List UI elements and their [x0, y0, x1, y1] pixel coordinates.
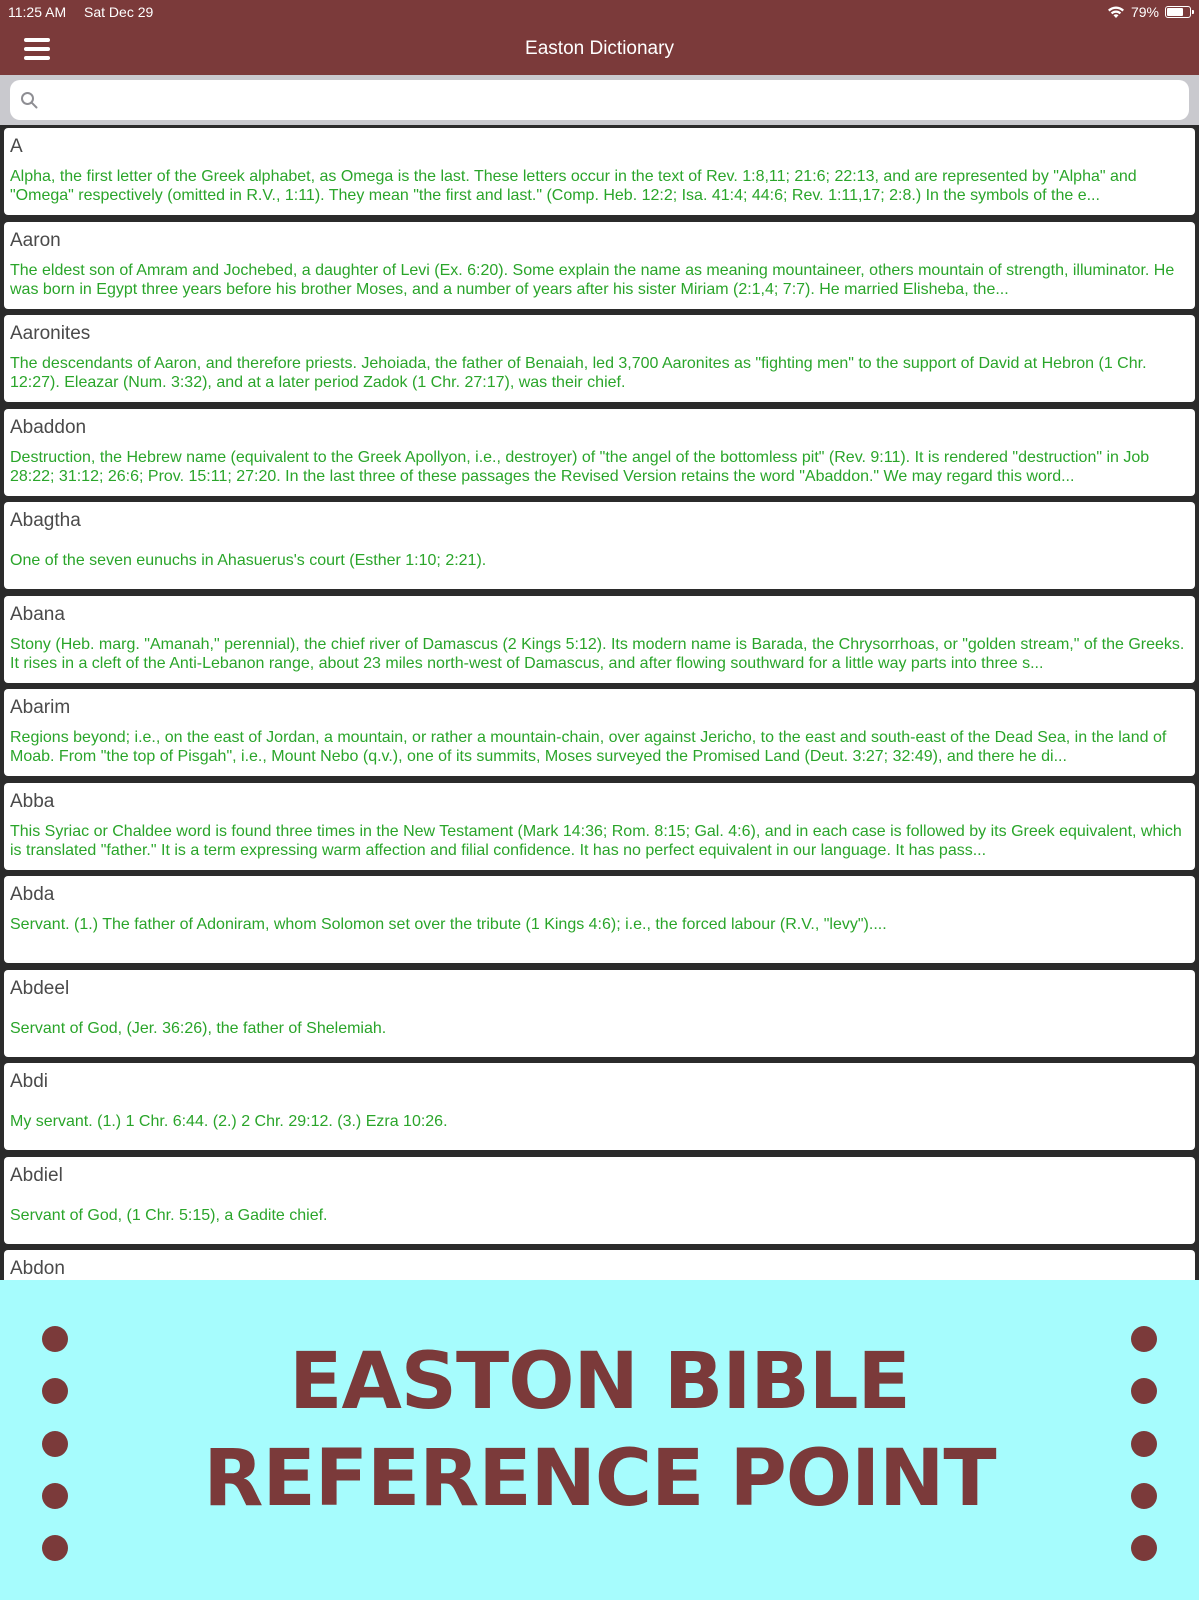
dictionary-entry[interactable] — [4, 783, 1195, 870]
dictionary-entry[interactable] — [4, 315, 1195, 402]
dot-right-5 — [1131, 1535, 1157, 1561]
entry-term: Abaddon — [10, 417, 87, 438]
status-bar-left — [8, 4, 167, 20]
search-input[interactable] — [46, 86, 1180, 116]
dot-left-5 — [42, 1535, 68, 1561]
header — [0, 0, 1199, 75]
entry-definition: Regions beyond; i.e., on the east of Jordan, a mountain, or rather a mountain-chain, over against Jericho, to the east and south-east of the Dead Sea, in the land of Moab. From "the top of Pisgah", i.e., Mount Nebo (q.v.), one of its summits, Moses surveyed the Promised Land (Deut. 3:27; 32:49), and there he di... — [10, 729, 1167, 765]
status-bar-right — [1107, 4, 1191, 20]
entry-definition: Servant. (1.) The father of Adoniram, whom Solomon set over the tribute (1 Kings 4:6); i.e., the forced labour (R.V., "levy").... — [10, 916, 887, 933]
entry-definition: The eldest son of Amram and Jochebed, a daughter of Levi (Ex. 6:20). Some explain the name as meaning mountaineer, others mountain of strength, illuminator. He was born in Egypt three years before his brother Moses, and a number of years after his sister Miriam (2:1,4; 7:7). He married Elisheba, the... — [10, 262, 1175, 298]
dictionary-entry[interactable] — [4, 876, 1195, 963]
entry-term: Abda — [10, 884, 55, 905]
entry-term: Abdi — [10, 1071, 49, 1092]
promo-title-line2: REFERENCE POINT — [203, 1434, 996, 1524]
status-time: 11:25 AM — [8, 4, 67, 20]
promo-banner — [0, 1280, 1199, 1600]
entry-term: Abba — [10, 791, 55, 812]
entry-definition: Destruction, the Hebrew name (equivalent to the Greek Apollyon, i.e., destroyer) of "the angel of the bottomless pit" (Rev. 9:11). It is rendered "destruction" in Job 28:22; 31:12; 26:6; Prov. 15:11; 27:20. In the last three of these passages the Revised Version retains the word "Abaddon." We may regard this word... — [10, 449, 1150, 485]
dictionary-entry[interactable] — [4, 222, 1195, 309]
entry-term: Abdeel — [10, 978, 70, 999]
dictionary-entry[interactable] — [4, 689, 1195, 776]
battery-fill — [1167, 8, 1183, 16]
dictionary-entry[interactable] — [4, 128, 1195, 215]
entry-term: Aaron — [10, 230, 61, 251]
entry-term: A — [10, 136, 23, 157]
entry-definition: This Syriac or Chaldee word is found three times in the New Testament (Mark 14:36; Rom. 8:15; Gal. 4:6), and in each case is followed by its Greek equivalent, which is translated "father." It is a term expressing warm affection and filial confidence. It has no perfect equivalent in our language. It has pass... — [10, 823, 1182, 859]
battery-icon — [1165, 6, 1191, 18]
entry-definition: My servant. (1.) 1 Chr. 6:44. (2.) 2 Chr. 29:12. (3.) Ezra 10:26. — [10, 1112, 448, 1130]
entry-term: Abarim — [10, 697, 71, 718]
status-date: Sat Dec 29 — [84, 4, 154, 20]
battery-percent: 79% — [1130, 4, 1159, 20]
entry-definition: Alpha, the first letter of the Greek alphabet, as Omega is the last. These letters occur in the text of Rev. 1:8,11; 21:6; 22:13, and are represented by "Alpha" and "Omega" respectively (omitted in R.V., 1:11). They mean "the first and last." (Comp. Heb. 12:2; Isa. 41:4; 44:6; Rev. 1:11,17; 2:8.) In the symbols of the e... — [10, 168, 1137, 204]
search-box[interactable] — [10, 80, 1189, 120]
dictionary-entry[interactable] — [4, 1157, 1195, 1244]
search-icon — [20, 91, 38, 109]
dictionary-entry[interactable] — [4, 596, 1195, 683]
entry-definition: Stony (Heb. marg. "Amanah," perennial), the chief river of Damascus (2 Kings 5:12). Its modern name is Barada, the Chrysorrhoas, or "golden stream," of the Greeks. It rises in a cleft of the Anti-Lebanon range, about 23 miles north-west of Damascus, and after flowing southward for a little way parts into three s... — [10, 636, 1185, 672]
dictionary-entry[interactable] — [4, 1063, 1195, 1150]
dictionary-entry[interactable] — [4, 970, 1195, 1057]
entry-definition: Servant of God, (1 Chr. 5:15), a Gadite chief. — [10, 1206, 328, 1224]
entry-term: Abdon — [10, 1258, 65, 1279]
dictionary-list[interactable] — [0, 125, 1199, 1280]
entry-term: Abagtha — [10, 510, 81, 531]
entry-term: Aaronites — [10, 323, 91, 344]
search-bar — [0, 75, 1199, 125]
entry-term: Abdiel — [10, 1165, 63, 1186]
dictionary-entry[interactable] — [4, 409, 1195, 496]
entry-term: Abana — [10, 604, 65, 625]
dictionary-entry[interactable] — [4, 502, 1195, 589]
entry-definition: The descendants of Aaron, and therefore priests. Jehoiada, the father of Benaiah, led 3,700 Aaronites as "fighting men" to the support of David at Hebron (1 Chr. 12:27). Eleazar (Num. 3:32), and at a later period Zadok (1 Chr. 27:17), was their chief. — [10, 355, 1147, 391]
page-title: Easton Dictionary — [525, 38, 674, 59]
promo-title-line1: EASTON BIBLE — [289, 1337, 910, 1427]
entry-definition: Servant of God, (Jer. 36:26), the father of Shelemiah. — [10, 1019, 387, 1037]
dictionary-entry[interactable] — [4, 1250, 1195, 1280]
wifi-icon — [1107, 5, 1125, 19]
entry-definition: One of the seven eunuchs in Ahasuerus's court (Esther 1:10; 2:21). — [10, 551, 487, 569]
